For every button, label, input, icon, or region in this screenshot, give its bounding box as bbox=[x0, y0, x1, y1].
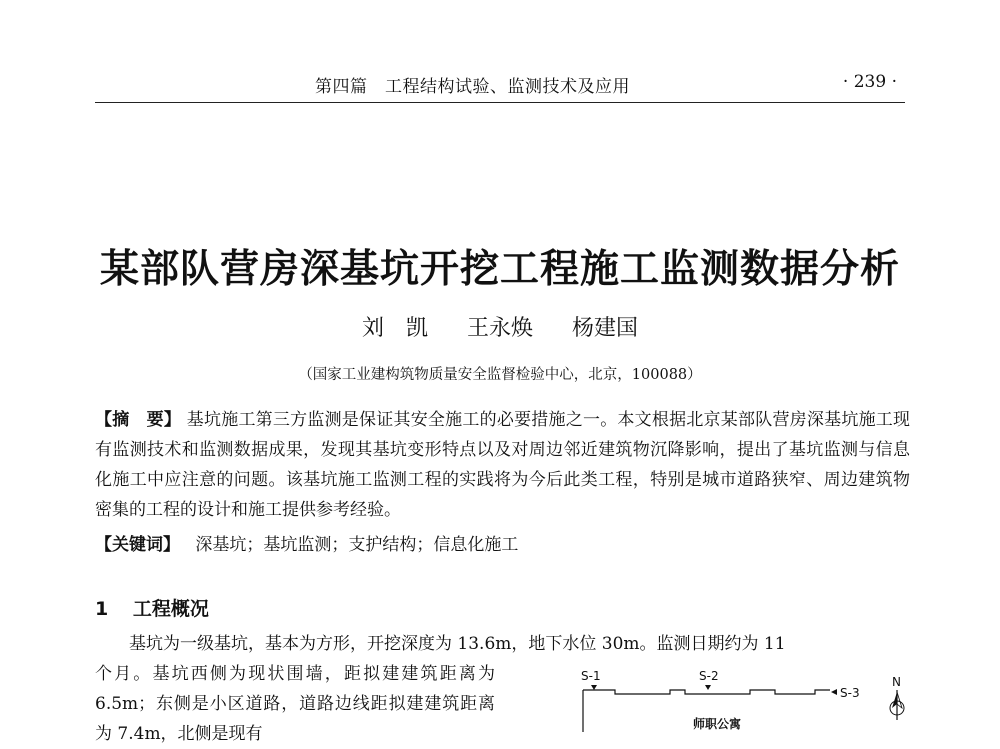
north-label: N bbox=[892, 675, 901, 689]
author: 王永焕 bbox=[466, 316, 533, 341]
building-label: 师职公寓 bbox=[693, 717, 742, 731]
author: 刘 凯 bbox=[361, 316, 428, 341]
monitor-point-s1-icon bbox=[591, 685, 597, 690]
author-list bbox=[0, 311, 1000, 342]
figure-label-s2: S-2 bbox=[699, 669, 719, 683]
monitor-point-s3-icon bbox=[831, 689, 837, 695]
site-plan-figure bbox=[575, 668, 920, 732]
keywords-text: 深基坑；基坑监测；支护结构；信息化施工 bbox=[195, 535, 519, 555]
running-header bbox=[95, 70, 905, 103]
section-number: 1 bbox=[95, 598, 109, 620]
figure-label-s3: S-3 bbox=[840, 686, 860, 700]
monitor-point-s2-icon bbox=[705, 685, 711, 690]
paper-title: 某部队营房深基坑开挖工程施工监测数据分析 bbox=[99, 247, 900, 292]
body-paragraph: 基坑为一级基坑，基本为方形，开挖深度为 13.6m，地下水位 30m。监测日期约为 11 bbox=[129, 634, 786, 654]
section-title: 工程概况 bbox=[132, 598, 209, 620]
abstract bbox=[95, 405, 910, 525]
body-paragraph-continued: 个月。基坑西侧为现状围墙，距拟建建筑距离为 6.5m；东侧是小区道路，道路边线距拟建建筑距离为 7.4m，北侧是现有 bbox=[95, 664, 495, 744]
keywords bbox=[95, 530, 910, 560]
author: 杨建国 bbox=[572, 316, 639, 341]
running-header-section: 第四篇 工程结构试验、监测技术及应用 bbox=[315, 77, 630, 97]
north-arrow-icon bbox=[890, 690, 904, 720]
figure-label-s1: S-1 bbox=[581, 669, 601, 683]
abstract-label: 【摘 要】 bbox=[95, 410, 182, 430]
keywords-label: 【关键词】 bbox=[95, 535, 180, 555]
abstract-text: 基坑施工第三方监测是保证其安全施工的必要措施之一。本文根据北京某部队营房深基坑施工现有监测技术和监测数据成果，发现其基坑变形特点以及对周边邻近建筑物沉降影响，提出了基坑监测与信息化施工中应注意的问题。该基坑施工监测工程的实践将为今后此类工程，特别是城市道路狭窄、周边建筑物密集的工程的设计和施工提供参考经验。 bbox=[95, 410, 911, 520]
affiliation: （国家工业建构筑物质量安全监督检验中心，北京，100088） bbox=[298, 367, 702, 383]
page-number: · 239 · bbox=[842, 72, 897, 92]
section-heading bbox=[95, 594, 209, 621]
